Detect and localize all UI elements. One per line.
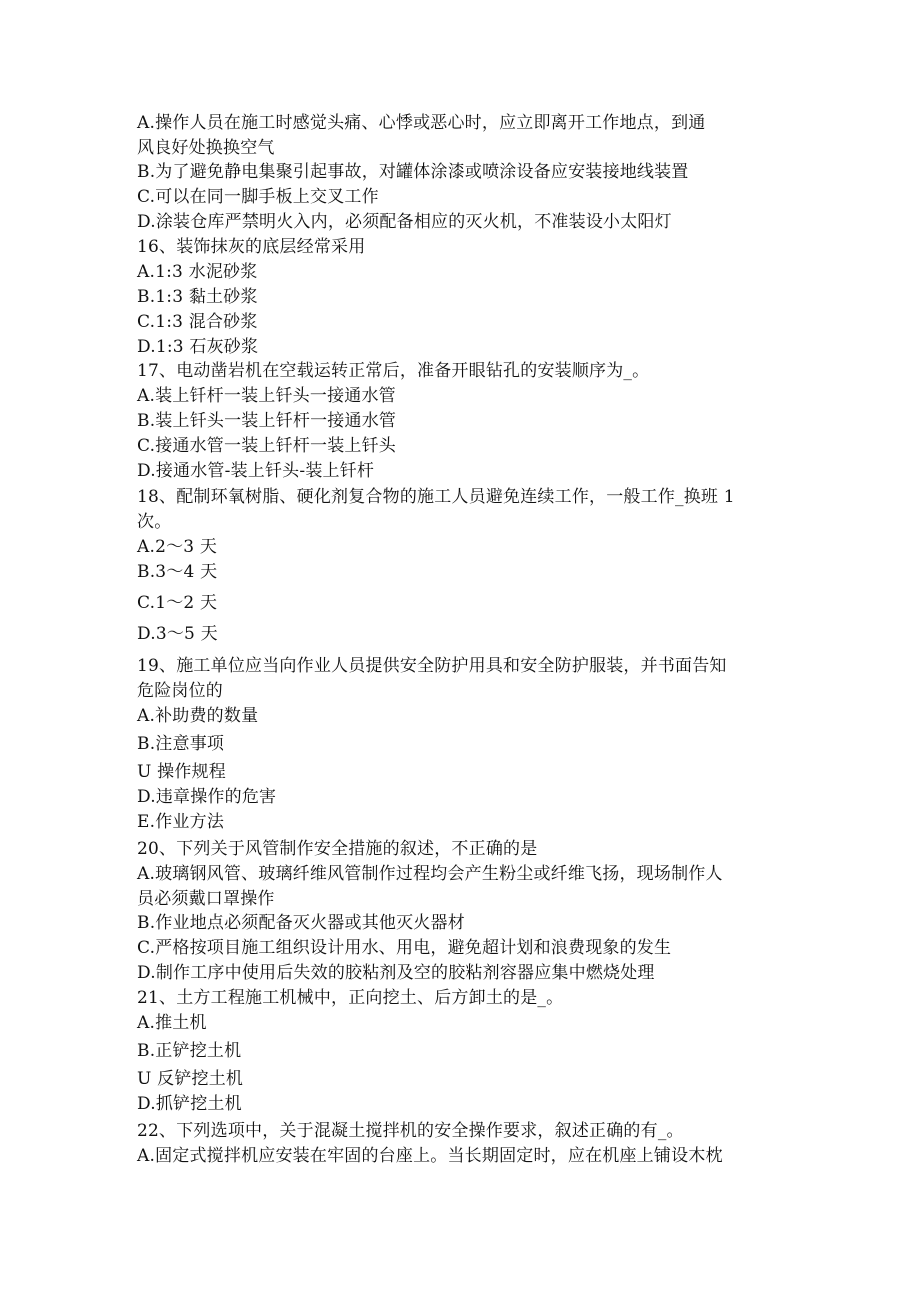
text-line: D.涂装仓库严禁明火入内，必须配备相应的灭火机，不准装设小太阳灯 <box>137 212 672 232</box>
question-line: 22、下列选项中，关于混凝土搅拌机的安全操作要求，叙述正确的有_。 <box>137 1121 684 1141</box>
option-line: A.推土机 <box>137 1013 207 1033</box>
option-line: B.正铲挖土机 <box>137 1041 242 1061</box>
question-line: 17、电动凿岩机在空载运转正常后，准备开眼钻孔的安装顺序为_。 <box>137 361 650 381</box>
option-line: A.补助费的数量 <box>137 706 259 726</box>
option-line: B.注意事项 <box>137 734 225 754</box>
option-line: U 反铲挖土机 <box>137 1069 244 1089</box>
option-line: D.抓铲挖土机 <box>137 1094 242 1114</box>
question-line: 19、施工单位应当向作业人员提供安全防护用具和安全防护服装，并书面告知 <box>137 656 727 676</box>
question-line: 16、装饰抹灰的底层经常采用 <box>137 237 366 257</box>
option-line: A.2～3 天 <box>137 537 218 557</box>
question-line: 20、下列关于风管制作安全措施的叙述，不正确的是 <box>137 839 538 859</box>
option-line: A.固定式搅拌机应安装在牢固的台座上。当长期固定时，应在机座上铺设木枕 <box>137 1146 723 1166</box>
question-line: 危险岗位的 <box>137 681 223 701</box>
text-line: 风良好处换换空气 <box>137 138 275 158</box>
option-line: D.制作工序中使用后失效的胶粘剂及空的胶粘剂容器应集中燃烧处理 <box>137 963 655 983</box>
option-line: D.接通水管-装上钎头-装上钎杆 <box>137 461 375 481</box>
option-line: D.3～5 天 <box>137 624 218 644</box>
option-line: D.1:3 石灰砂浆 <box>137 337 259 357</box>
option-line: 员必须戴口罩操作 <box>137 889 275 909</box>
option-line: B.1:3 黏土砂浆 <box>137 287 258 307</box>
text-line: A.操作人员在施工时感觉头痛、心悸或恶心时，应立即离开工作地点，到通 <box>137 113 706 133</box>
question-line: 21、土方工程施工机械中，正向挖土、后方卸土的是_。 <box>137 988 564 1008</box>
text-line: B.为了避免静电集聚引起事故，对罐体涂漆或喷涂设备应安装接地线装置 <box>137 162 689 182</box>
option-line: C.严格按项目施工组织设计用水、用电，避免超计划和浪费现象的发生 <box>137 938 672 958</box>
question-line: 18、配制环氧树脂、硬化剂复合物的施工人员避免连续工作，一般工作_换班 1 <box>137 487 735 507</box>
option-line: B.作业地点必须配备灭火器或其他灭火器材 <box>137 913 465 933</box>
option-line: C.接通水管一装上钎杆一装上钎头 <box>137 436 397 456</box>
option-line: A.1:3 水泥砂浆 <box>137 262 258 282</box>
option-line: C.1～2 天 <box>137 593 218 613</box>
text-line: C.可以在同一脚手板上交叉工作 <box>137 187 379 207</box>
option-line: B.装上钎头一装上钎杆一接通水管 <box>137 411 397 431</box>
option-line: D.违章操作的危害 <box>137 787 277 807</box>
option-line: A.玻璃钢风管、玻璃纤维风管制作过程均会产生粉尘或纤维飞扬，现场制作人 <box>137 864 723 884</box>
question-line: 次。 <box>137 512 172 532</box>
option-line: B.3～4 天 <box>137 562 218 582</box>
option-line: C.1:3 混合砂浆 <box>137 312 258 332</box>
option-line: E.作业方法 <box>137 812 225 832</box>
option-line: U 操作规程 <box>137 762 226 782</box>
option-line: A.装上钎杆一装上钎头一接通水管 <box>137 386 396 406</box>
